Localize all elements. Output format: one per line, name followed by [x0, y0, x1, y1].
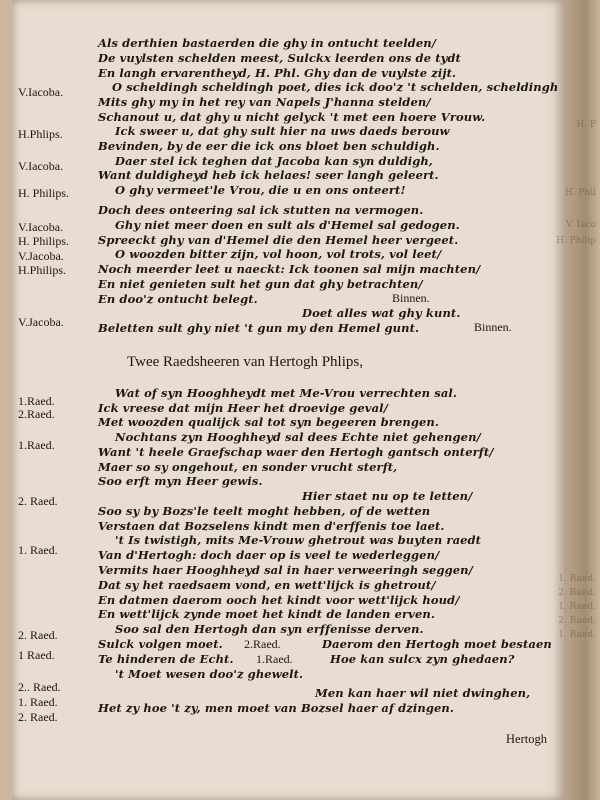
- verse-line: Bevinden, by de eer die ick ons bloet ben schuldigh.: [98, 139, 440, 153]
- verse-line: 't Is twistigh, mits Me-Vrouw ghetrout was buyten raedt: [115, 533, 482, 547]
- speaker-label: 2.Raed.: [18, 407, 55, 421]
- verse-line: Schanout u, dat ghy u nicht gelyck 't met een hoere Vrouw.: [98, 110, 486, 124]
- speaker-label: V.Jacoba.: [18, 249, 64, 263]
- verse-line: O ghy vermeet'le Vrou, die u en ons onteert!: [115, 183, 406, 197]
- verse-line: Verstaen dat Bozselens kindt men d'erffenis toe laet.: [98, 519, 445, 533]
- scene-heading: Twee Raedsheeren van Hertogh Phlips,: [127, 354, 363, 370]
- verse-line: Vermits haer Hooghheyd sal in haer verweeringh seggen/: [98, 563, 473, 577]
- verse-line: Doet alles wat ghy kunt.: [302, 306, 461, 320]
- stage-direction: Binnen.: [474, 320, 512, 334]
- verse-line: Maer so sy ongehout, en sonder vrucht sterft,: [98, 460, 398, 474]
- verse-line: Met woozden qualijck sal tot syn begeeren brengen.: [98, 415, 439, 429]
- verse-line: Spreeckt ghy van d'Hemel die den Hemel heer vergeet.: [98, 233, 459, 247]
- verse-line: Te hinderen de Echt.: [98, 652, 234, 666]
- verse-line: 't Moet wesen doo'z ghewelt.: [115, 667, 304, 681]
- adjacent-page-edge: [556, 0, 600, 800]
- speaker-label: 1.Raed.: [18, 394, 55, 408]
- speaker-label: H.Phlips.: [18, 127, 63, 141]
- stage-direction: Binnen.: [392, 291, 430, 305]
- verse-line: Soo sy by Bozs'le teelt moght hebben, of de wetten: [98, 504, 431, 518]
- inline-speaker-label: 2.Raed.: [244, 637, 281, 651]
- verse-line: Beletten sult ghy niet 't gun my den Hemel gunt.: [98, 321, 420, 335]
- speaker-label: 2. Raed.: [18, 710, 58, 724]
- speaker-label: V.Iacoba.: [18, 159, 64, 173]
- speaker-label: 2. Raed.: [18, 628, 58, 642]
- bleed-through-text: H. Philip: [556, 236, 596, 246]
- bleed-through-text: 2. Raed.: [558, 588, 596, 598]
- verse-line: En doo'z ontucht belegt.: [98, 292, 258, 306]
- verse-line: Noch meerder leet u naeckt: Ick toonen sal mijn machten/: [98, 262, 481, 276]
- bleed-through-text: V. Iaco: [565, 220, 596, 230]
- speaker-label: V.Jacoba.: [18, 315, 64, 329]
- verse-line: O scheldingh scheldingh poet, dies ick doo'z 't schelden, scheldingh: [112, 80, 559, 94]
- speaker-label: 1 Raed.: [18, 648, 55, 662]
- catchword: Hertogh: [506, 732, 547, 746]
- verse-line: Daer stel ick teghen dat Jacoba kan syn duldigh,: [115, 154, 433, 168]
- verse-line: En wett'lijck zynde moet het kindt de landen erven.: [98, 607, 435, 621]
- bleed-through-text: 1. Raed.: [558, 602, 596, 612]
- verse-line: Hier staet nu op te letten/: [302, 489, 473, 503]
- verse-line: Soo sal den Hertogh dan syn erffenisse derven.: [115, 622, 424, 636]
- verse-line: Men kan haer wil niet dwinghen,: [315, 686, 531, 700]
- bleed-through-text: 2. Raed.: [558, 616, 596, 626]
- verse-line: Nochtans zyn Hooghheyd sal dees Echte niet gehengen/: [115, 430, 481, 444]
- verse-line: Dat sy het raedsaem vond, en wett'lijck is ghetrout/: [98, 578, 436, 592]
- verse-line: Ghy niet meer doen en sult als d'Hemel sal gedogen.: [115, 218, 460, 232]
- speaker-label: H. Philips.: [18, 234, 70, 248]
- bleed-through-text: 1. Raed.: [558, 630, 596, 640]
- verse-line: Mits ghy my in het rey van Napels J'hanna stelden/: [98, 95, 431, 109]
- bleed-through-text: 1. Raed.: [558, 574, 596, 584]
- speaker-label: V.Iacoba.: [18, 220, 64, 234]
- verse-line: En niet genieten sult het gun dat ghy betrachten/: [98, 277, 423, 291]
- verse-line: Als derthien bastaerden die ghy in ontucht teelden/: [98, 36, 437, 50]
- speaker-label: 2. Raed.: [18, 494, 58, 508]
- verse-line: Van d'Hertogh: doch daer op is veel te wederleggen/: [98, 548, 440, 562]
- speaker-label: 1.Raed.: [18, 438, 55, 452]
- speaker-label: 1. Raed.: [18, 543, 58, 557]
- verse-line: Doch dees onteering sal ick stutten na vermogen.: [98, 203, 424, 217]
- verse-line: Sulck volgen moet.: [98, 637, 223, 651]
- verse-line: En langh ervarentheyd, H. Phl. Ghy dan de vuylste zijt.: [98, 66, 457, 80]
- verse-line: Ick sweer u, dat ghy sult hier na uws daeds berouw: [115, 124, 450, 138]
- speaker-label: H. Philips.: [18, 186, 70, 200]
- speaker-label: 1. Raed.: [18, 695, 58, 709]
- verse-line: Ick vreese dat mijn Heer het droevige geval/: [98, 401, 388, 415]
- book-page: [12, 0, 564, 800]
- verse-line: O woozden bitter zijn, vol hoon, vol trots, vol leet/: [115, 247, 442, 261]
- verse-line: De vuylsten schelden meest, Sulckx leerden ons de tydt: [98, 51, 461, 65]
- verse-line: Soo erft myn Heer gewis.: [98, 474, 263, 488]
- verse-line: Want 't heele Graefschap waer den Hertogh gantsch onterft/: [98, 445, 494, 459]
- verse-line: Hoe kan sulcx zyn ghedaen?: [330, 652, 515, 666]
- speaker-label: V.Iacoba.: [18, 85, 64, 99]
- verse-line: Daerom den Hertogh moet bestaen: [322, 637, 552, 651]
- verse-line: En datmen daerom ooch het kindt voor wett'lijck houd/: [98, 593, 460, 607]
- bleed-through-text: H. P: [576, 120, 596, 130]
- verse-line: Want duldigheyd heb ick helaes! seer langh geleert.: [98, 168, 439, 182]
- verse-line: Wat of syn Hooghheydt met Me-Vrou verrechten sal.: [115, 386, 457, 400]
- speaker-label: H.Philips.: [18, 263, 67, 277]
- bleed-through-text: H. Phil: [564, 188, 596, 198]
- speaker-label: 2.. Raed.: [18, 680, 61, 694]
- verse-line: Het zy hoe 't zy, men moet van Bozsel haer af dzingen.: [98, 701, 454, 715]
- inline-speaker-label: 1.Raed.: [256, 652, 293, 666]
